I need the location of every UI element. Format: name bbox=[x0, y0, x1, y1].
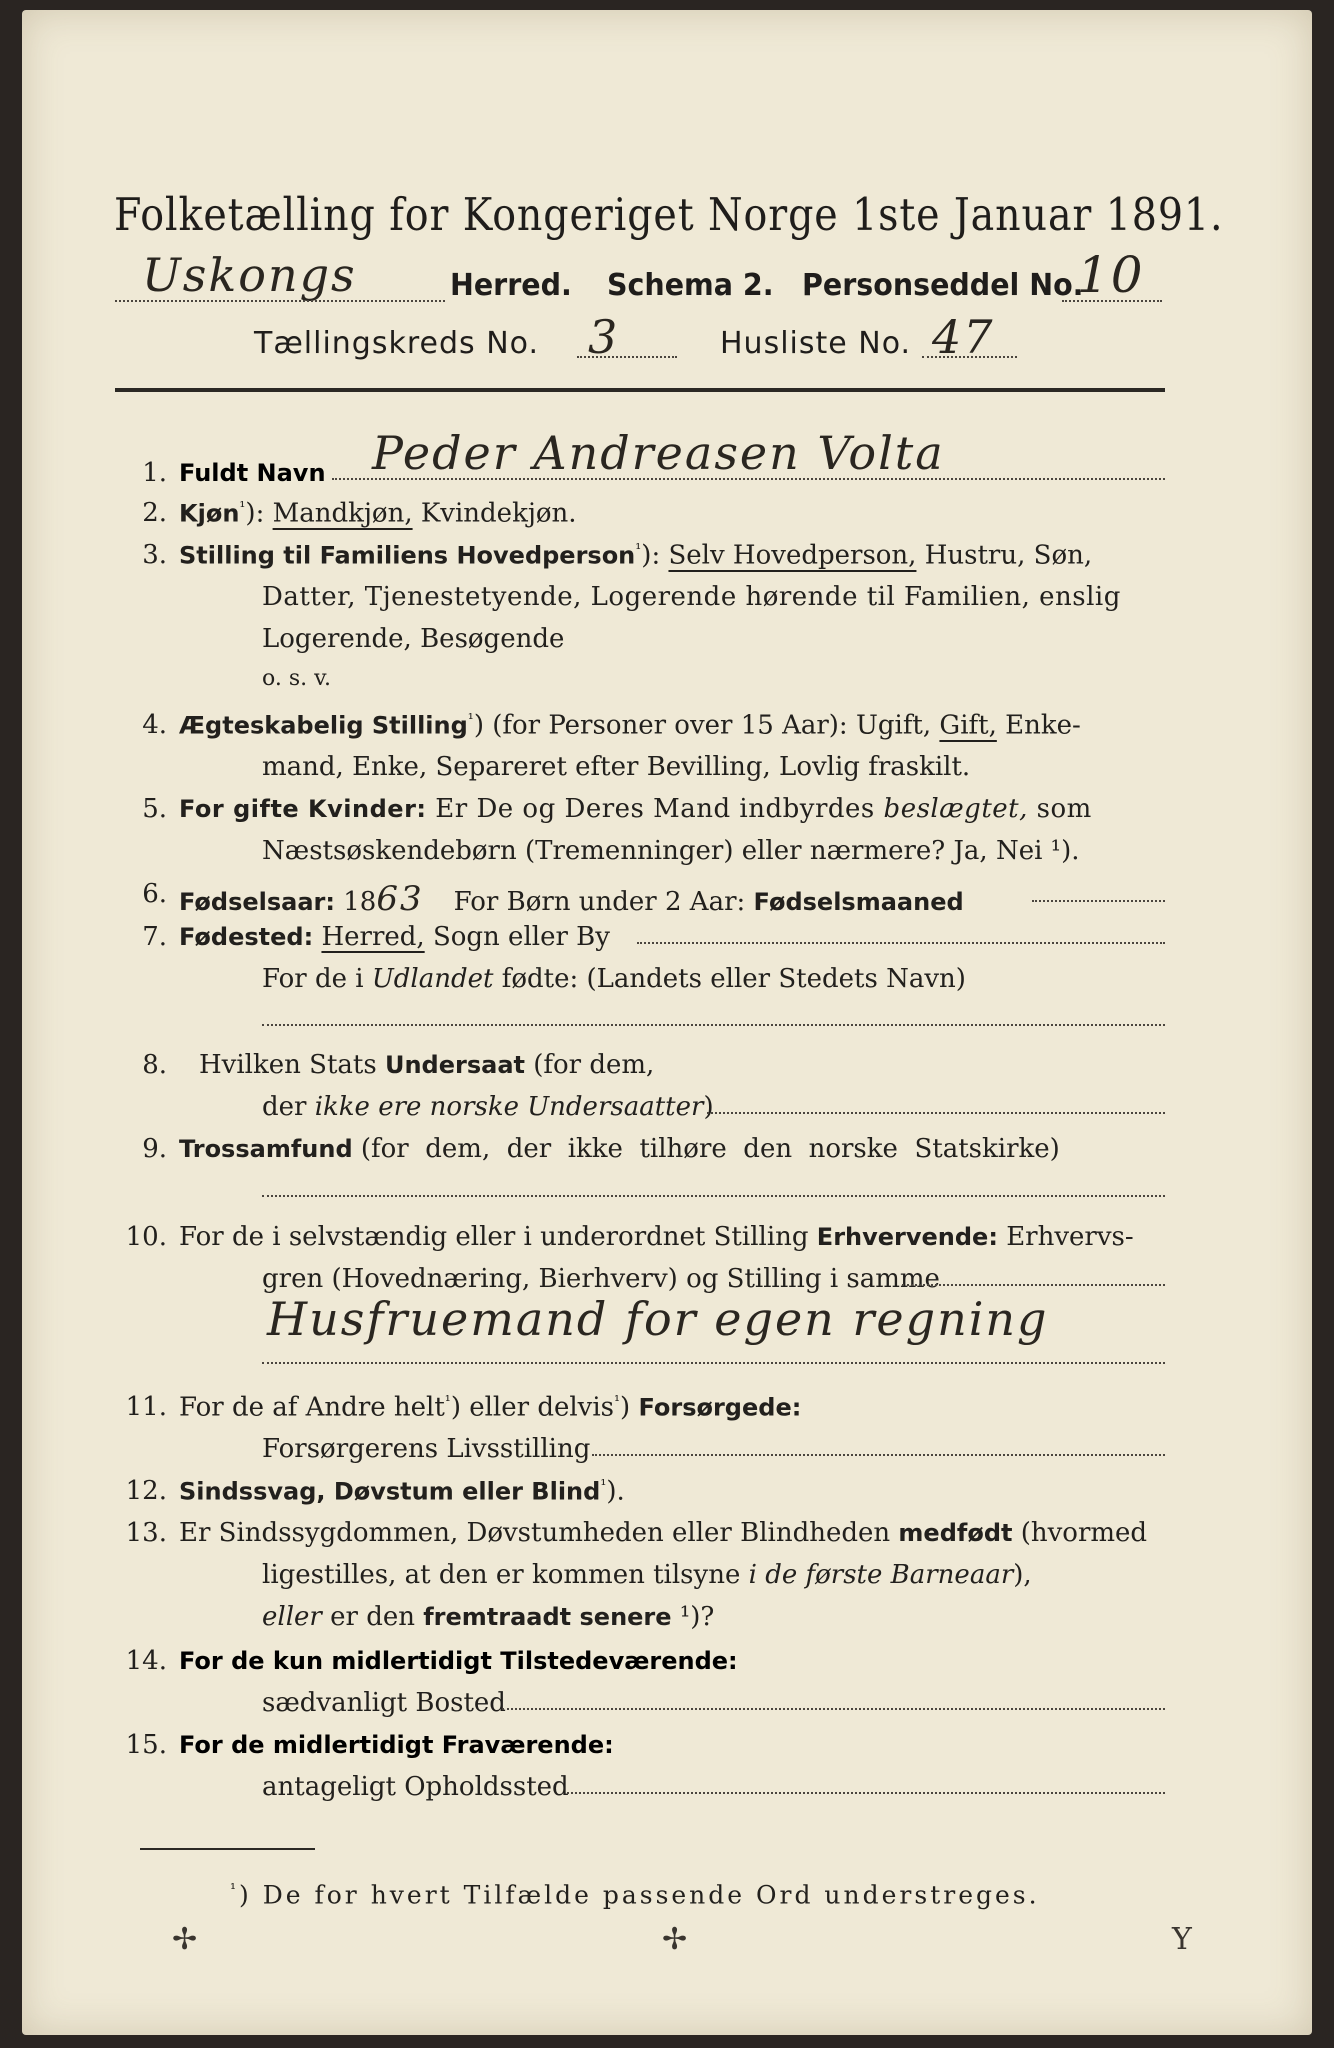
q7-number: 7. bbox=[142, 922, 167, 952]
q10-label: Erhvervende: bbox=[816, 1223, 998, 1251]
husliste-dotted-line bbox=[922, 356, 1017, 358]
q10-line1 bbox=[179, 1222, 1134, 1252]
q3-label: Stilling til Familiens Hovedperson bbox=[179, 541, 636, 570]
q7-dotted-line2 bbox=[262, 1024, 1165, 1026]
q13-label2: fremtraadt senere bbox=[423, 1603, 672, 1631]
herred-dotted-line bbox=[115, 300, 445, 302]
q3-number: 3. bbox=[142, 540, 167, 570]
q13-l1a: Er Sindssygdommen, Døvstumheden eller Blindheden bbox=[179, 1518, 891, 1548]
q11-sup2: ¹ bbox=[614, 1392, 621, 1410]
q12-sup: ¹ bbox=[600, 1476, 607, 1494]
q13-l2i: i de første Barneaar bbox=[748, 1560, 1014, 1590]
q10-occupation-value: Husfruemand for egen regning bbox=[267, 1292, 1049, 1346]
q13-number: 13. bbox=[125, 1518, 167, 1548]
kreds-dotted-line bbox=[577, 356, 677, 358]
q6-year-value: 63 bbox=[376, 879, 424, 919]
q7-l2b: fødte: (Landets eller Stedets Navn) bbox=[501, 964, 966, 994]
q3-line2: Datter, Tjenestetyende, Logerende hørende til Familien, enslig bbox=[262, 582, 1121, 612]
q11-l1c: ) bbox=[620, 1392, 631, 1423]
q13-l3b: ¹)? bbox=[679, 1602, 715, 1632]
header-rule bbox=[115, 388, 1165, 392]
q8-l2i: ikke ere norske Undersaatter bbox=[314, 1092, 704, 1122]
q5-line2: Næstsøskendebørn (Tremenninger) eller nærmere? Ja, Nei ¹). bbox=[262, 836, 1080, 866]
personseddel-number: 10 bbox=[1077, 246, 1145, 304]
q8-l1a: Hvilken Stats bbox=[199, 1050, 377, 1080]
q9-rest: (for dem, der ikke tilhøre den norske Statskirke) bbox=[360, 1134, 1060, 1164]
form-title: Folketælling for Kongeriget Norge 1ste Januar 1891. bbox=[114, 188, 1224, 241]
q13-l3i: eller bbox=[262, 1602, 322, 1632]
q9-dotted-line bbox=[262, 1195, 1165, 1197]
q13-l3a: er den bbox=[330, 1602, 415, 1632]
q6-label: Fødselsaar: bbox=[179, 888, 335, 916]
q6-line bbox=[179, 879, 964, 919]
q7-line2 bbox=[262, 964, 966, 994]
q3-selected: Selv Hovedperson, bbox=[668, 540, 917, 571]
q5-label: For gifte Kvinder: bbox=[179, 795, 427, 823]
q4-sup: ¹ bbox=[467, 710, 474, 728]
husliste-number: 47 bbox=[932, 310, 995, 364]
herred-label: Herred. bbox=[450, 268, 572, 303]
q10-dotted-line2 bbox=[262, 1362, 1165, 1364]
q8-l2a: der bbox=[262, 1092, 307, 1122]
q14-label: For de kun midlertidigt Tilstedeværende: bbox=[179, 1647, 738, 1675]
q9-line bbox=[179, 1134, 1060, 1164]
q6-mid: For Børn under 2 Aar: bbox=[453, 887, 746, 917]
registration-mark-left: ✢ bbox=[172, 1922, 198, 1957]
registration-mark-center: ✢ bbox=[662, 1922, 688, 1957]
q15-dotted-line bbox=[567, 1792, 1165, 1794]
q5-end: som bbox=[1036, 794, 1092, 824]
q11-l1a: For de af Andre helt bbox=[179, 1392, 445, 1423]
q5-mid: Er De og Deres Mand indbyrdes bbox=[435, 794, 875, 824]
q1-label: Fuldt Navn bbox=[179, 459, 326, 487]
q7-label: Fødested: bbox=[179, 923, 314, 951]
q12-line bbox=[179, 1476, 625, 1507]
q3-sup: ¹ bbox=[635, 540, 642, 558]
q9-label: Trossamfund bbox=[179, 1135, 353, 1163]
q13-l1b: (hvormed bbox=[1020, 1518, 1148, 1548]
q13-label: medfødt bbox=[898, 1519, 1013, 1547]
q6-prefix: 18 bbox=[343, 887, 377, 917]
q8-line1 bbox=[199, 1050, 654, 1080]
q2-sup: ¹ bbox=[239, 498, 246, 516]
q12-label: Sindssvag, Døvstum eller Blind bbox=[179, 1477, 601, 1506]
q7-l2a: For de i bbox=[262, 964, 364, 994]
footnote-sup: ¹ bbox=[230, 1880, 240, 1898]
q13-line2 bbox=[262, 1560, 1032, 1590]
q4-end: Enke- bbox=[1005, 710, 1081, 741]
q8-dotted-line bbox=[707, 1112, 1165, 1114]
q10-dotted-line bbox=[902, 1284, 1165, 1286]
q2-selected: Mandkjøn, bbox=[272, 498, 413, 529]
q11-line2: Forsørgerens Livsstilling bbox=[262, 1434, 591, 1464]
q14-line2: sædvanligt Bosted bbox=[262, 1688, 506, 1718]
q11-line1 bbox=[179, 1392, 801, 1423]
registration-mark-right: Y bbox=[1172, 1922, 1192, 1957]
q6-label2: Fødselsmaaned bbox=[753, 888, 964, 916]
q2-number: 2. bbox=[142, 498, 167, 528]
q7-l2i: Udlandet bbox=[371, 964, 494, 994]
q14-number: 14. bbox=[125, 1646, 167, 1676]
q11-dotted-line bbox=[592, 1454, 1165, 1456]
q13-line1 bbox=[179, 1518, 1147, 1548]
q8-number: 8. bbox=[142, 1050, 167, 1080]
q13-l2a: ligestilles, at den er kommen tilsyne bbox=[262, 1560, 741, 1590]
q1-name-value: Peder Andreasen Volta bbox=[372, 426, 945, 480]
q7-line1 bbox=[179, 922, 610, 952]
q11-number: 11. bbox=[125, 1392, 167, 1422]
q4-number: 4. bbox=[142, 710, 167, 740]
q6-dotted-line bbox=[1032, 900, 1165, 902]
q3-line3: Logerende, Besøgende bbox=[262, 624, 565, 654]
q3-rest: ): bbox=[641, 540, 661, 571]
q15-label: For de midlertidigt Fraværende: bbox=[179, 1731, 614, 1759]
q1-dotted-line bbox=[332, 478, 1165, 480]
footnote bbox=[230, 1880, 1040, 1909]
q9-number: 9. bbox=[142, 1134, 167, 1164]
q8-line2 bbox=[262, 1092, 714, 1122]
q7-selected: Herred, bbox=[321, 922, 425, 952]
q10-l1a: For de i selvstændig eller i underordnet Stilling bbox=[179, 1222, 809, 1252]
q11-label: Forsørgede: bbox=[638, 1393, 802, 1422]
q10-line2: gren (Hovednæring, Bierhverv) og Stilling i samme bbox=[262, 1264, 940, 1294]
q8-l1b: (for dem, bbox=[533, 1050, 655, 1080]
q5-italic: beslægtet, bbox=[883, 794, 1028, 824]
q2-label: Kjøn bbox=[179, 499, 240, 528]
q4-label: Ægteskabelig Stilling bbox=[179, 711, 468, 740]
footnote-text: ) De for hvert Tilfælde passende Ord understreges. bbox=[239, 1880, 1040, 1910]
personseddel-dotted-line bbox=[1062, 300, 1162, 302]
q4-line2: mand, Enke, Separeret efter Bevilling, Lovlig fraskilt. bbox=[262, 752, 971, 782]
q12-number: 12. bbox=[125, 1476, 167, 1506]
q11-sup1: ¹ bbox=[444, 1392, 451, 1410]
census-form-page bbox=[22, 10, 1312, 2035]
q4-mid: ) (for Personer over 15 Aar): Ugift, bbox=[473, 710, 932, 741]
husliste-label: Husliste No. bbox=[720, 326, 912, 361]
q15-number: 15. bbox=[125, 1730, 167, 1760]
q7-rest: Sogn eller By bbox=[432, 922, 610, 952]
q8-l2b: ) bbox=[703, 1092, 714, 1122]
q4-selected: Gift, bbox=[939, 710, 997, 741]
q2-opt2: Kvindekjøn. bbox=[420, 498, 577, 529]
q2-line bbox=[179, 498, 577, 529]
kreds-label: Tællingskreds No. bbox=[254, 326, 539, 361]
q10-l1b: Erhvervs- bbox=[1006, 1222, 1134, 1252]
q5-line1 bbox=[179, 794, 1092, 824]
q3-line4: o. s. v. bbox=[262, 666, 331, 691]
schema-label: Schema 2. bbox=[607, 268, 774, 303]
q14-dotted-line bbox=[502, 1708, 1165, 1710]
q11-l1b: ) eller delvis bbox=[450, 1392, 615, 1423]
q12-rest: ). bbox=[606, 1476, 625, 1507]
q6-number: 6. bbox=[142, 879, 167, 909]
kreds-number: 3 bbox=[588, 310, 620, 364]
q13-l2b: ), bbox=[1013, 1560, 1032, 1590]
q10-number: 10. bbox=[125, 1222, 167, 1252]
q4-line1 bbox=[179, 710, 1081, 741]
q1-number: 1. bbox=[142, 458, 167, 488]
q2-rest: ): bbox=[245, 498, 265, 529]
q13-line3 bbox=[262, 1602, 714, 1632]
q5-number: 5. bbox=[142, 794, 167, 824]
footnote-rule bbox=[140, 1848, 315, 1850]
herred-handwritten: Uskongs bbox=[142, 248, 357, 302]
q7-dotted-line bbox=[637, 942, 1165, 944]
personseddel-label: Personseddel No. bbox=[802, 268, 1084, 303]
q8-label: Undersaat bbox=[384, 1051, 525, 1079]
q3-line1 bbox=[179, 540, 1092, 571]
q15-line2: antageligt Opholdssted bbox=[262, 1772, 569, 1802]
q3-line1-rest: Hustru, Søn, bbox=[924, 540, 1093, 571]
